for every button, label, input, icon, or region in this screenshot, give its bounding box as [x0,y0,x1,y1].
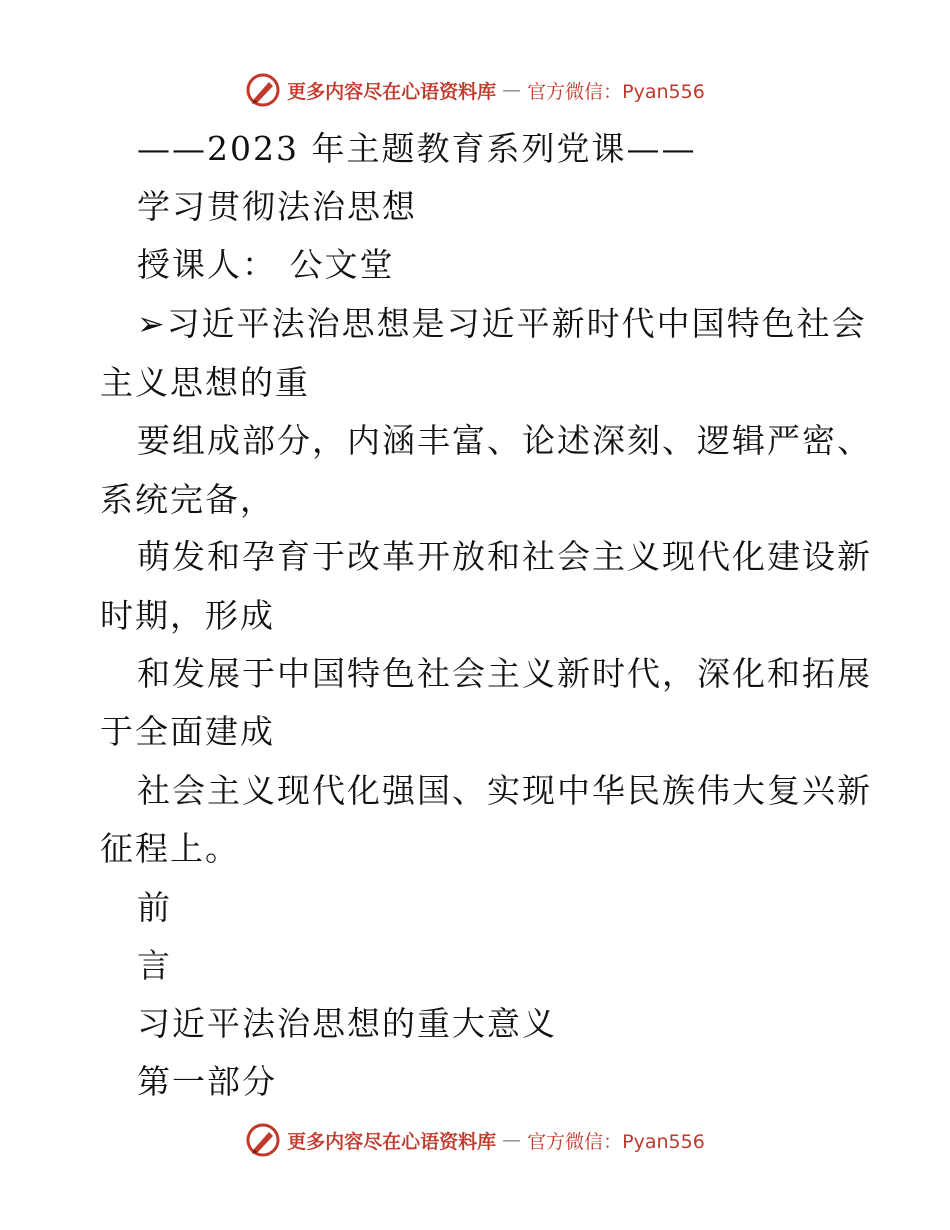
paragraph-5-line-1: 社会主义现代化强国、实现中华民族伟大复兴新 [137,771,872,810]
document-title: 学习贯彻法治思想 [137,187,417,226]
paragraph-1-line-2: 主义思想的重 [100,363,310,402]
preface-heading-char-1: 前 [137,888,172,927]
paragraph-3-line-2: 时期，形成 [100,596,275,635]
paragraph-2-line-2: 系统完备， [100,480,275,519]
watermark-wechat: 官方微信：Pyan556 [527,80,705,103]
section-title: 习近平法治思想的重大意义 [137,1004,557,1043]
red-pen-logo-icon [245,72,281,108]
series-line: ——2023 年主题教育系列党课—— [137,129,697,168]
paragraph-3-line-1: 萌发和孕育于改革开放和社会主义现代化建设新 [137,537,872,576]
part-label: 第一部分 [137,1062,277,1101]
watermark-separator: — [502,1129,522,1151]
paragraph-1-line-1 [137,304,897,344]
preface-heading-char-2: 言 [137,946,172,985]
bullet-arrow-icon: ➢ [137,304,167,343]
watermark-separator: — [502,79,522,101]
watermark-tagline: 更多内容尽在心语资料库 [287,1130,497,1153]
watermark-wechat: 官方微信：Pyan556 [527,1130,705,1153]
paragraph-5-line-2: 征程上。 [100,829,240,868]
paragraph-1-text: 习近平法治思想是习近平新时代中国特色社会 [166,304,867,343]
paragraph-4-line-2: 于全面建成 [100,712,275,751]
watermark-footer [0,1120,950,1160]
paragraph-2-line-1: 要组成部分，内涵丰富、论述深刻、逻辑严密、 [137,421,872,460]
author-line: 授课人： 公文堂 [137,245,395,284]
red-pen-logo-icon [245,1122,281,1158]
watermark-header [0,70,950,110]
watermark-tagline: 更多内容尽在心语资料库 [287,80,497,103]
paragraph-4-line-1: 和发展于中国特色社会主义新时代，深化和拓展 [137,654,872,693]
